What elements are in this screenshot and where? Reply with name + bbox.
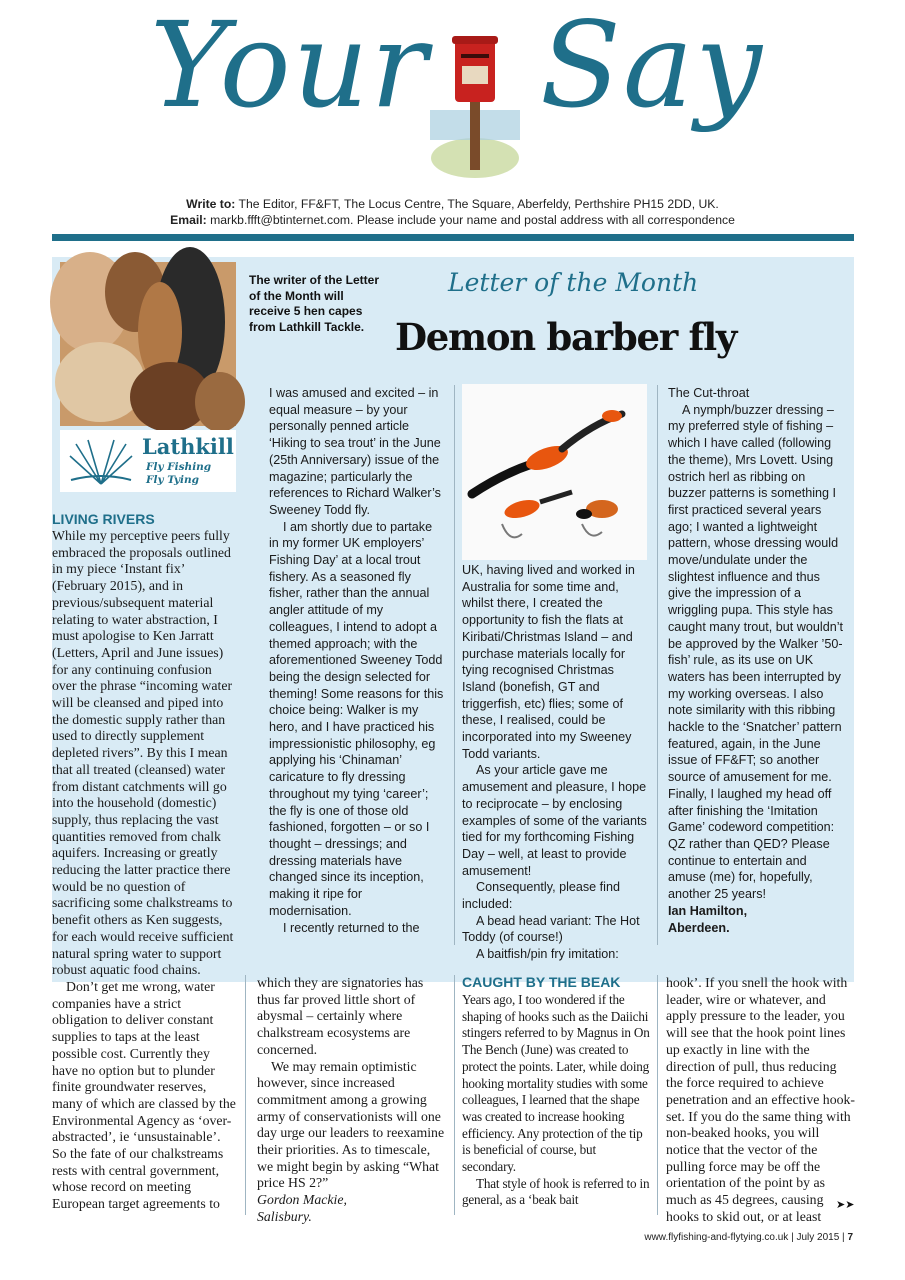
lotm-signature-name: Ian Hamilton,	[668, 903, 748, 918]
living-rivers-column-2	[257, 975, 447, 1224]
lotm-signature-place: Aberdeen.	[668, 920, 730, 935]
living-rivers-heading: LIVING RIVERS	[52, 511, 155, 527]
column-divider	[657, 385, 658, 945]
contact-details	[0, 196, 905, 228]
caught-by-beak-column-1	[462, 992, 652, 1216]
hen-capes-photo	[60, 262, 236, 426]
lotm-paragraph: A baitfish/pin fry imitation:	[476, 947, 619, 962]
caught-by-beak-paragraph: That style of hook is referred to in general, as a ‘beak bait	[462, 1175, 650, 1208]
lotm-paragraph: UK, having lived and worked in Australia for some time and, whilst there, I created the opportunity to fish the flats at Kiribati/Christmas Island – and purchase materials locally for tying recognised Christmas Island (bonefish, GT and triggerfish, etc) flies; some of these, I realised, could be incorporated into my Sweeney Todd variants.	[462, 563, 635, 761]
fly-logo-icon	[66, 436, 136, 486]
living-rivers-paragraph: Don’t get me wrong, water companies have a strict obligation to deliver constant supplies to taps at the least possible cost. Currently they have no option but to plunder finite groundwater reserves, many of which are classed by the Environmental Agency as ‘over-abstracted’, ie ‘unsustainable’. So the fate of our chalkstreams rests with central government, whose record on meeting European target agreements to	[52, 978, 236, 1212]
living-rivers-column-1	[52, 528, 238, 1216]
email-label: Email:	[170, 213, 207, 227]
living-rivers-paragraph: which they are signatories has thus far proved little short of abysmal – certainly where chalkstream ecosystems are concerned.	[257, 975, 424, 1057]
lotm-paragraph: A nymph/buzzer dressing – my preferred style of fishing – which I have called (following the theme), Mrs Lovett. Using ostrich herl as ribbing on buzzer patterns is something I first practiced several years ago; I wanted a lightweight pattern, whose dressing would move/undulate under the slightest influence and thus give the impression of a wriggling pupa. This style has caught many trout, but wouldn’t be approved by the Walker ’50-fish’ rule, as its use on UK waters has been interrupted by my working overseas. I also note similarity with this ribbing hackle to the ‘Snatcher’ pattern featured, again, in the June issue of FF&FT; so another source of amusement for me. Finally, I laughed my head off after finishing the ‘Imitation Game’ codeword competition: QZ rather than QED? Please continue to entertain and amuse (me) for, hopefully, another 25 years!	[668, 402, 844, 902]
column-divider	[454, 385, 455, 945]
page-number: 7	[847, 1232, 853, 1243]
caught-by-beak-heading: CAUGHT BY THE BEAK	[462, 974, 621, 990]
masthead-title-left: Your	[150, 0, 430, 134]
lotm-paragraph: The Cut-throat	[668, 386, 750, 400]
sponsor-name: Lathkill	[142, 434, 234, 459]
lotm-paragraph: I am shortly due to partake in my former UK employers’ Fishing Day’ at a local trout fishery. As a seasoned fly fisher, rather than the annual angler attitude of my colleagues, I intend to adopt a themed approach; with the aforementioned Sweeney Todd being the design selected for theming! Some reasons for this choice being: Walker is my hero, and I have practiced his impressionistic philosophy, eg applying his ‘Chinaman’ caricature to fly dressing throughout my tying ‘career’; the fly is one of those old fashioned, forgotten – or so I thought – dressings; and dressing materials have changed since its inception, making it ripe for modernisation.	[269, 519, 444, 918]
sweeney-todd-flies-photo	[462, 384, 647, 560]
lotm-column-1	[269, 385, 445, 945]
lotm-column-2	[462, 562, 647, 962]
lotm-paragraph: I was amused and excited – in equal measure – by your personally penned article ‘Hiking to sea trout’ in the June (25th Anniversary) issue of the magazine; particularly the references to Richard Walker’s Sweeney Todd fly.	[269, 386, 441, 517]
postbox-illustration	[430, 30, 520, 180]
caught-by-beak-paragraph: Years ago, I too wondered if the shaping of hooks such as the Daiichi stingers referred to by Magnus in On The Bench (June) was created to protect the points. Later, while doing hooking mortality studies with some colleagues, I learned that the shape was created to increase hooking efficiency. Any protection of the tip is beneficial of course, but secondary.	[462, 992, 650, 1175]
living-rivers-signature-name: Gordon Mackie,	[257, 1192, 347, 1208]
prize-notice: The writer of the Letter of the Month will receive 5 hen capes from Lathkill Tackle.	[249, 273, 380, 334]
living-rivers-paragraph: While my perceptive peers fully embraced the proposals outlined in my piece ‘Instant fix’ (February 2015), and in previous/subsequent material relating to water abstraction, I must apologise to Ken Jarratt (Letters, April and June issues) for any continuing confusion over the phrase “incoming water will be cleansed and piped into the domestic supply rather than used to directly supplement depleted rivers”. By this I mean that all treated (cleansed) water from distant catchments will go into the household (domestic) supply, thus replacing the vast quantities removed from chalk aquifers. Increasing or greatly reducing the latter practice there would be no question of sacrificing some chalkstreams to benefit others as Ken suggests, for each would receive sufficient natural spring water to support robust aquatic food chains.	[52, 528, 234, 978]
write-to-label: Write to:	[186, 197, 236, 211]
lotm-paragraph: Consequently, please find included:	[462, 880, 620, 912]
letter-of-month-label: Letter of the Month	[448, 268, 699, 297]
living-rivers-paragraph: We may remain optimistic however, since increased commitment among a growing army of conservationists will one day urge our leaders to reexamine their priorities. As to timescale, we might begin by asking “What price HS 2?”	[257, 1058, 445, 1191]
sponsor-line2: Fly Tying	[146, 474, 199, 486]
footer-site: www.flyfishing-and-flytying.co.uk | July 2015 |	[644, 1232, 845, 1243]
lotm-paragraph: A bead head variant: The Hot Toddy (of course!)	[462, 913, 640, 945]
lotm-paragraph: I recently returned to the	[283, 920, 420, 935]
header-rule	[52, 234, 854, 241]
write-to-address: The Editor, FF&FT, The Locus Centre, The Square, Aberfeldy, Perthshire PH15 2DD, UK.	[238, 197, 719, 211]
letter-headline: Demon barber fly	[395, 315, 737, 359]
column-divider	[245, 975, 246, 1215]
lathkill-logo	[60, 430, 236, 492]
living-rivers-signature-place: Salisbury.	[257, 1208, 312, 1224]
caught-by-beak-column-2	[666, 975, 856, 1224]
lotm-paragraph: As your article gave me amusement and pleasure, I hope to reciprocate – by enclosing examples of some of the variants tied for my forthcoming Fishing Day – well, at least to provide amusement!	[462, 763, 647, 878]
continue-arrow-icon: ➤➤	[836, 1198, 855, 1211]
sponsor-line1: Fly Fishing	[146, 461, 212, 473]
caught-by-beak-paragraph: hook’. If you snell the hook with leader, wire or whatever, and apply pressure to the leader, you will see that the hook point lines up exactly in line with the direction of pull, thus reducing the force required to achieve penetration and an effective hook-set. If you do the same thing with non-beaked hooks, you will notice that the vector of the pulling force may be off the orientation of the point by as much as 45 degrees, causing hooks to skid out, or at least	[666, 975, 855, 1224]
email-text: markb.ffft@btinternet.com. Please include your name and postal address with all correspondence	[210, 213, 735, 227]
page-footer	[644, 1232, 853, 1243]
column-divider	[454, 975, 455, 1215]
lotm-column-3	[668, 385, 846, 945]
column-divider	[657, 975, 658, 1215]
masthead-title-right: Say	[540, 0, 764, 134]
